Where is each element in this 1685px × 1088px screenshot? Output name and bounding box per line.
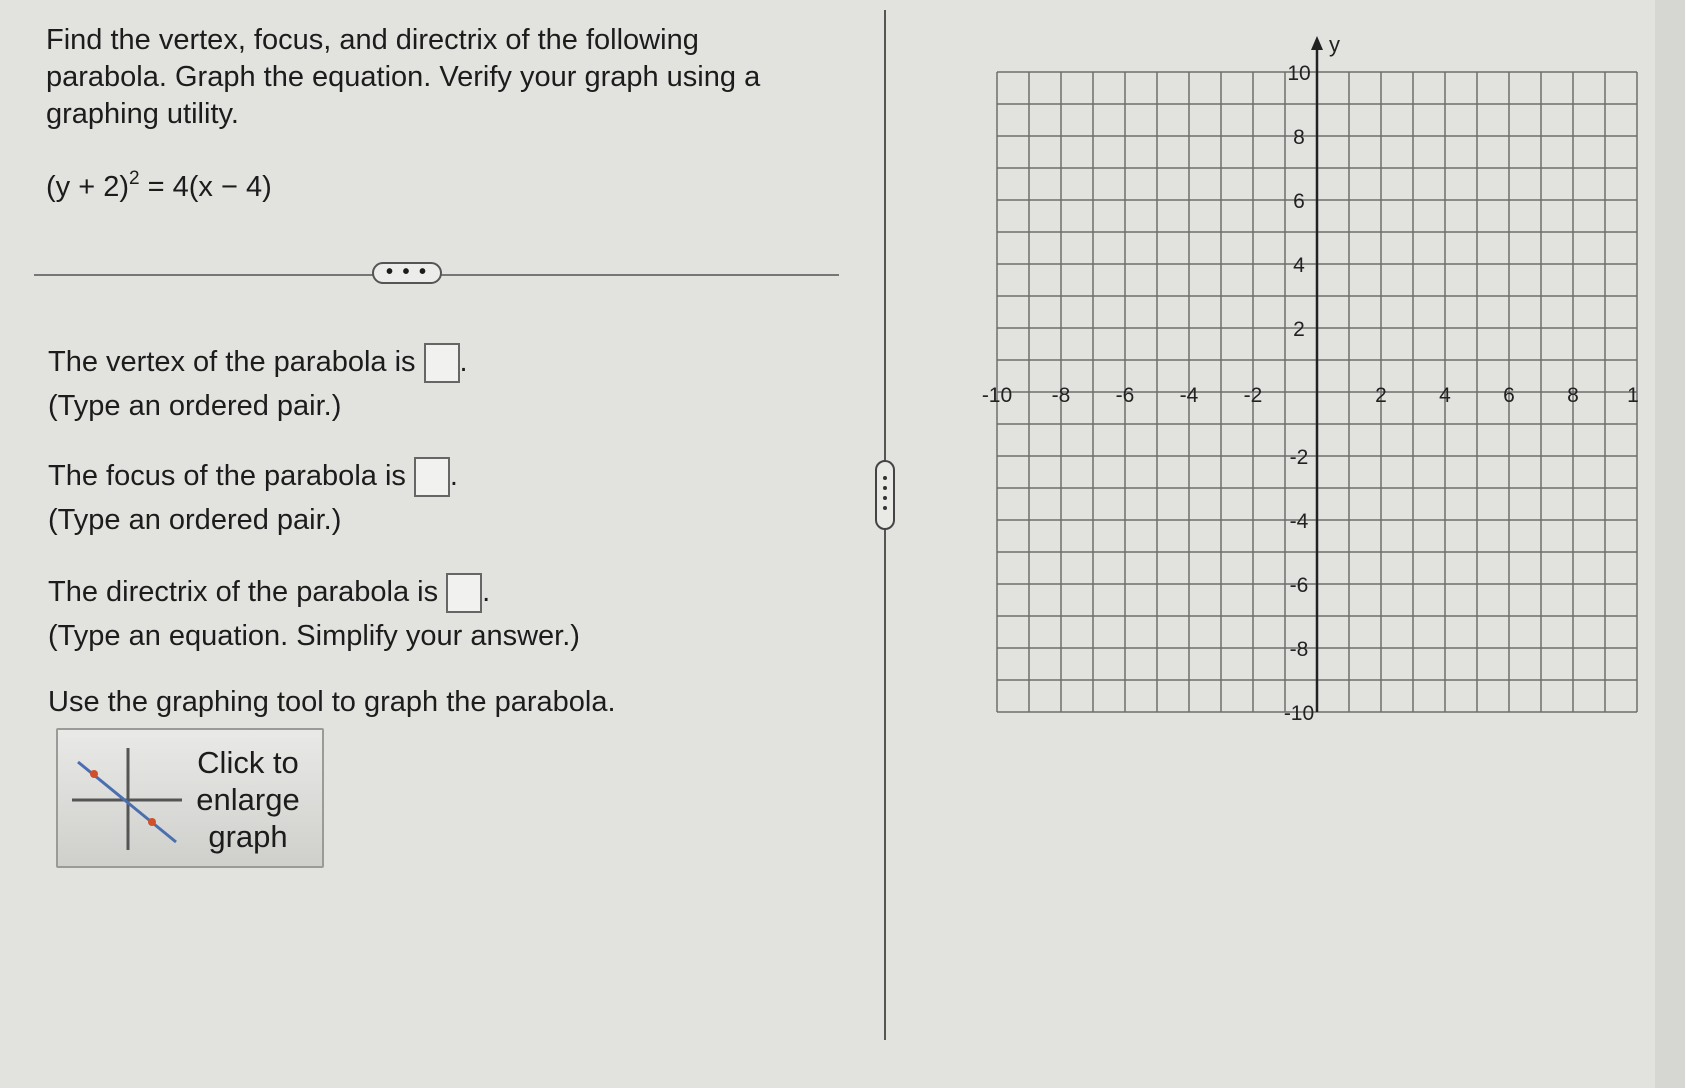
x-tick-label: -6	[1115, 384, 1135, 407]
splitter-handle[interactable]	[875, 460, 895, 530]
y-tick-label: -6	[1289, 574, 1309, 597]
equation-right: = 4(x − 4)	[139, 171, 272, 203]
y-tick-label: -2	[1289, 446, 1309, 469]
x-tick-label: 2	[1375, 384, 1387, 407]
y-axis-label: y	[1329, 32, 1340, 57]
directrix-label: The directrix of the parabola is	[48, 576, 439, 608]
x-tick-label: -10	[981, 384, 1013, 407]
focus-answer: The focus of the parabola is . (Type an ordered pair.)	[48, 454, 458, 542]
x-tick-label: 8	[1567, 384, 1579, 407]
x-tick-label: -8	[1051, 384, 1071, 407]
y-tick-label: 4	[1293, 254, 1305, 277]
equation-left: (y + 2)	[46, 171, 129, 203]
vertex-hint: (Type an ordered pair.)	[48, 390, 342, 422]
x-tick-label: 1	[1627, 384, 1639, 407]
vertex-answer: The vertex of the parabola is . (Type an ordered pair.)	[48, 340, 468, 428]
y-tick-label: 10	[1287, 62, 1311, 85]
vertex-input[interactable]	[424, 343, 460, 383]
graph-instruction: Use the graphing tool to graph the parabola.	[48, 686, 616, 718]
y-axis-arrow	[1311, 36, 1323, 50]
graph-tool-icon	[72, 746, 182, 852]
vertex-label: The vertex of the parabola is	[48, 346, 416, 378]
y-tick-label: 2	[1293, 318, 1305, 341]
y-tick-label: -10	[1283, 702, 1315, 725]
equation-exponent: 2	[129, 168, 140, 189]
directrix-input[interactable]	[446, 573, 482, 613]
y-tick-label: 6	[1293, 190, 1305, 213]
equation	[46, 168, 272, 204]
y-tick-label: -8	[1289, 638, 1309, 661]
graph-pane[interactable]	[960, 30, 1650, 735]
directrix-answer: The directrix of the parabola is . (Type an equation. Simplify your answer.)	[48, 570, 580, 658]
directrix-hint: (Type an equation. Simplify your answer.)	[48, 620, 580, 652]
focus-input[interactable]	[414, 457, 450, 497]
window-edge	[1655, 0, 1685, 1088]
question-text: Find the vertex, focus, and directrix of the following parabola. Graph the equation. Verify your graph using a graphing utility.	[46, 24, 761, 130]
y-tick-label: -4	[1289, 510, 1309, 533]
coordinate-grid[interactable]	[960, 30, 1650, 730]
enlarge-graph-label: Click to enlarge graph	[196, 745, 300, 854]
x-tick-label: 6	[1503, 384, 1515, 407]
expand-more-button[interactable]: • • •	[372, 262, 442, 284]
x-tick-label: 4	[1439, 384, 1451, 407]
focus-label: The focus of the parabola is	[48, 460, 406, 492]
y-tick-label: 8	[1293, 126, 1305, 149]
x-tick-label: -4	[1179, 384, 1199, 407]
x-tick-label: -2	[1243, 384, 1263, 407]
enlarge-graph-button[interactable]	[56, 728, 324, 868]
focus-hint: (Type an ordered pair.)	[48, 504, 342, 536]
